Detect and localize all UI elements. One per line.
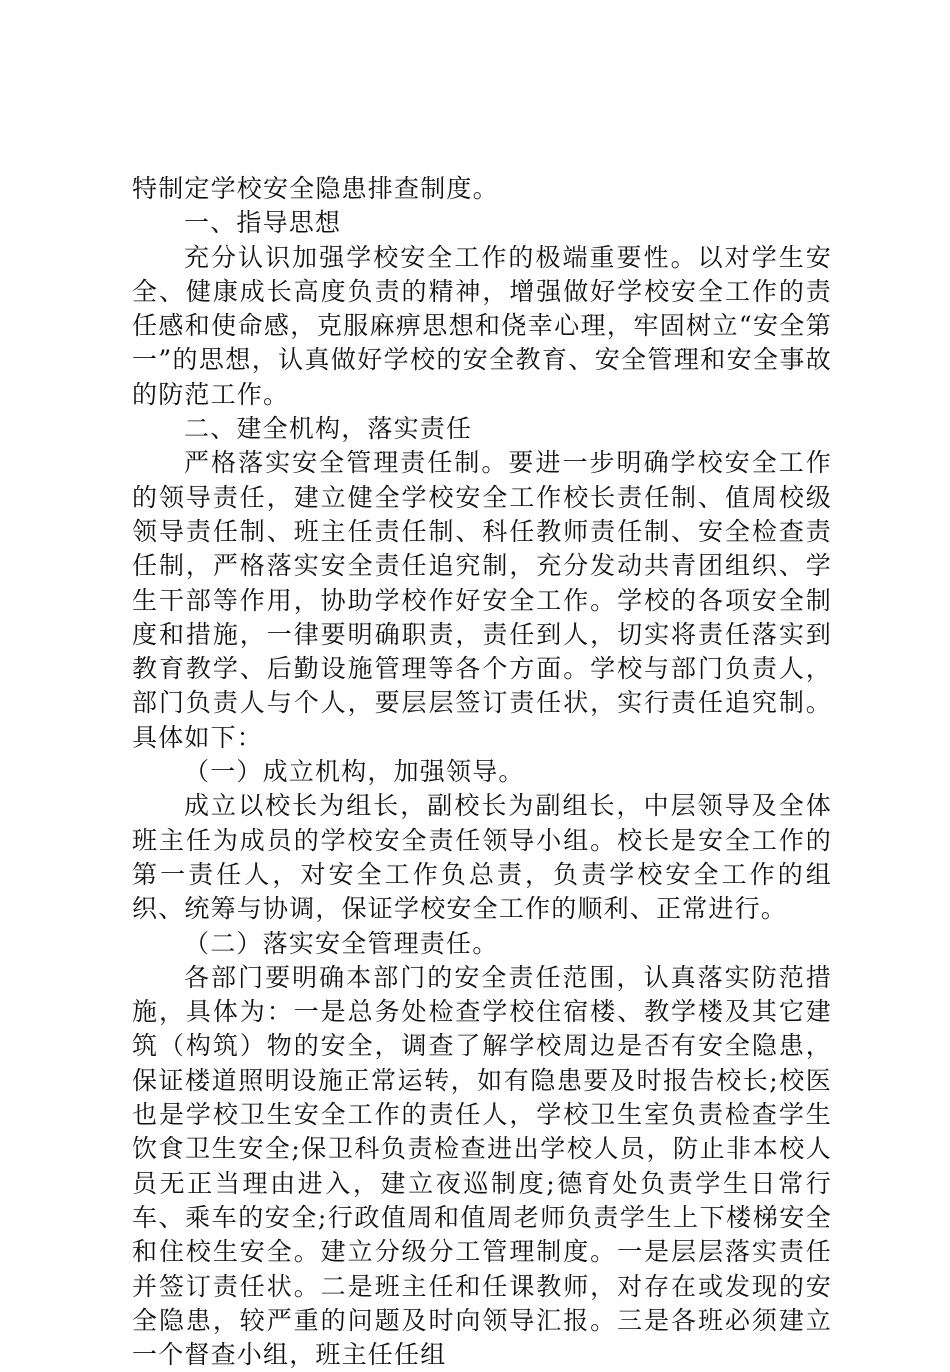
document-body: [132, 172, 832, 1372]
paragraph-leadership-group: 成立以校长为组长，副校长为副组长，中层领导及全体班主任为成员的学校安全责任领导小组。校长是安全工作的第一责任人，对安全工作负总责，负责学校安全工作的组织、统筹与协调，保证学校安全工作的顺利、正常进行。: [132, 791, 832, 924]
paragraph-guiding-ideology: 充分认识加强学校安全工作的极端重要性。以对学生安全、健康成长高度负责的精神，增强做好学校安全工作的责任感和使命感，克服麻痹思想和侥幸心理，牢固树立“安全第一”的思想，认真做好学校的安全教育、安全管理和安全事故的防范工作。: [132, 242, 832, 409]
heading-establish-organization: 二、建全机构，落实责任: [184, 414, 473, 444]
heading-guiding-ideology: 一、指导思想: [184, 208, 342, 238]
paragraph-department-duties: 各部门要明确本部门的安全责任范围，认真落实防范措施，具体为：一是总务处检查学校住宿楼、教学楼及其它建筑（构筑）物的安全，调查了解学校周边是否有安全隐患，保证楼道照明设施正常运转，如有隐患要及时报告校长;校医也是学校卫生安全工作的责任人，学校卫生室负责检查学生饮食卫生安全;保卫科负责检查进出学校人员，防止非本校人员无正当理由进入，建立夜巡制度;德育处负责学生日常行车、乘车的安全;行政值周和值周老师负责学生上下楼梯安全和住校生安全。建立分级分工管理制度。一是层层落实责任并签订责任状。二是班主任和任课教师，对存在或发现的安全隐患，较严重的问题及时向领导汇报。三是各班必须建立一个督查小组，班主任任组: [132, 962, 832, 1370]
subheading-implement-management: （二）落实安全管理责任。: [184, 928, 499, 958]
subheading-establish-leadership: （一）成立机构，加强领导。: [184, 757, 525, 787]
paragraph-intro: 特制定学校安全隐患排查制度。: [132, 174, 499, 203]
paragraph-responsibility-system: 严格落实安全管理责任制。要进一步明确学校安全工作的领导责任，建立健全学校安全工作校长责任制、值周校级领导责任制、班主任责任制、科任教师责任制、安全检查责任制，严格落实安全责任追究制，充分发动共青团组织、学生干部等作用，协助学校作好安全工作。学校的各项安全制度和措施，一律要明确职责，责任到人，切实将责任落实到教育教学、后勤设施管理等各个方面。学校与部门负责人，部门负责人与个人，要层层签订责任状，实行责任追究制。具体如下：: [132, 448, 832, 752]
